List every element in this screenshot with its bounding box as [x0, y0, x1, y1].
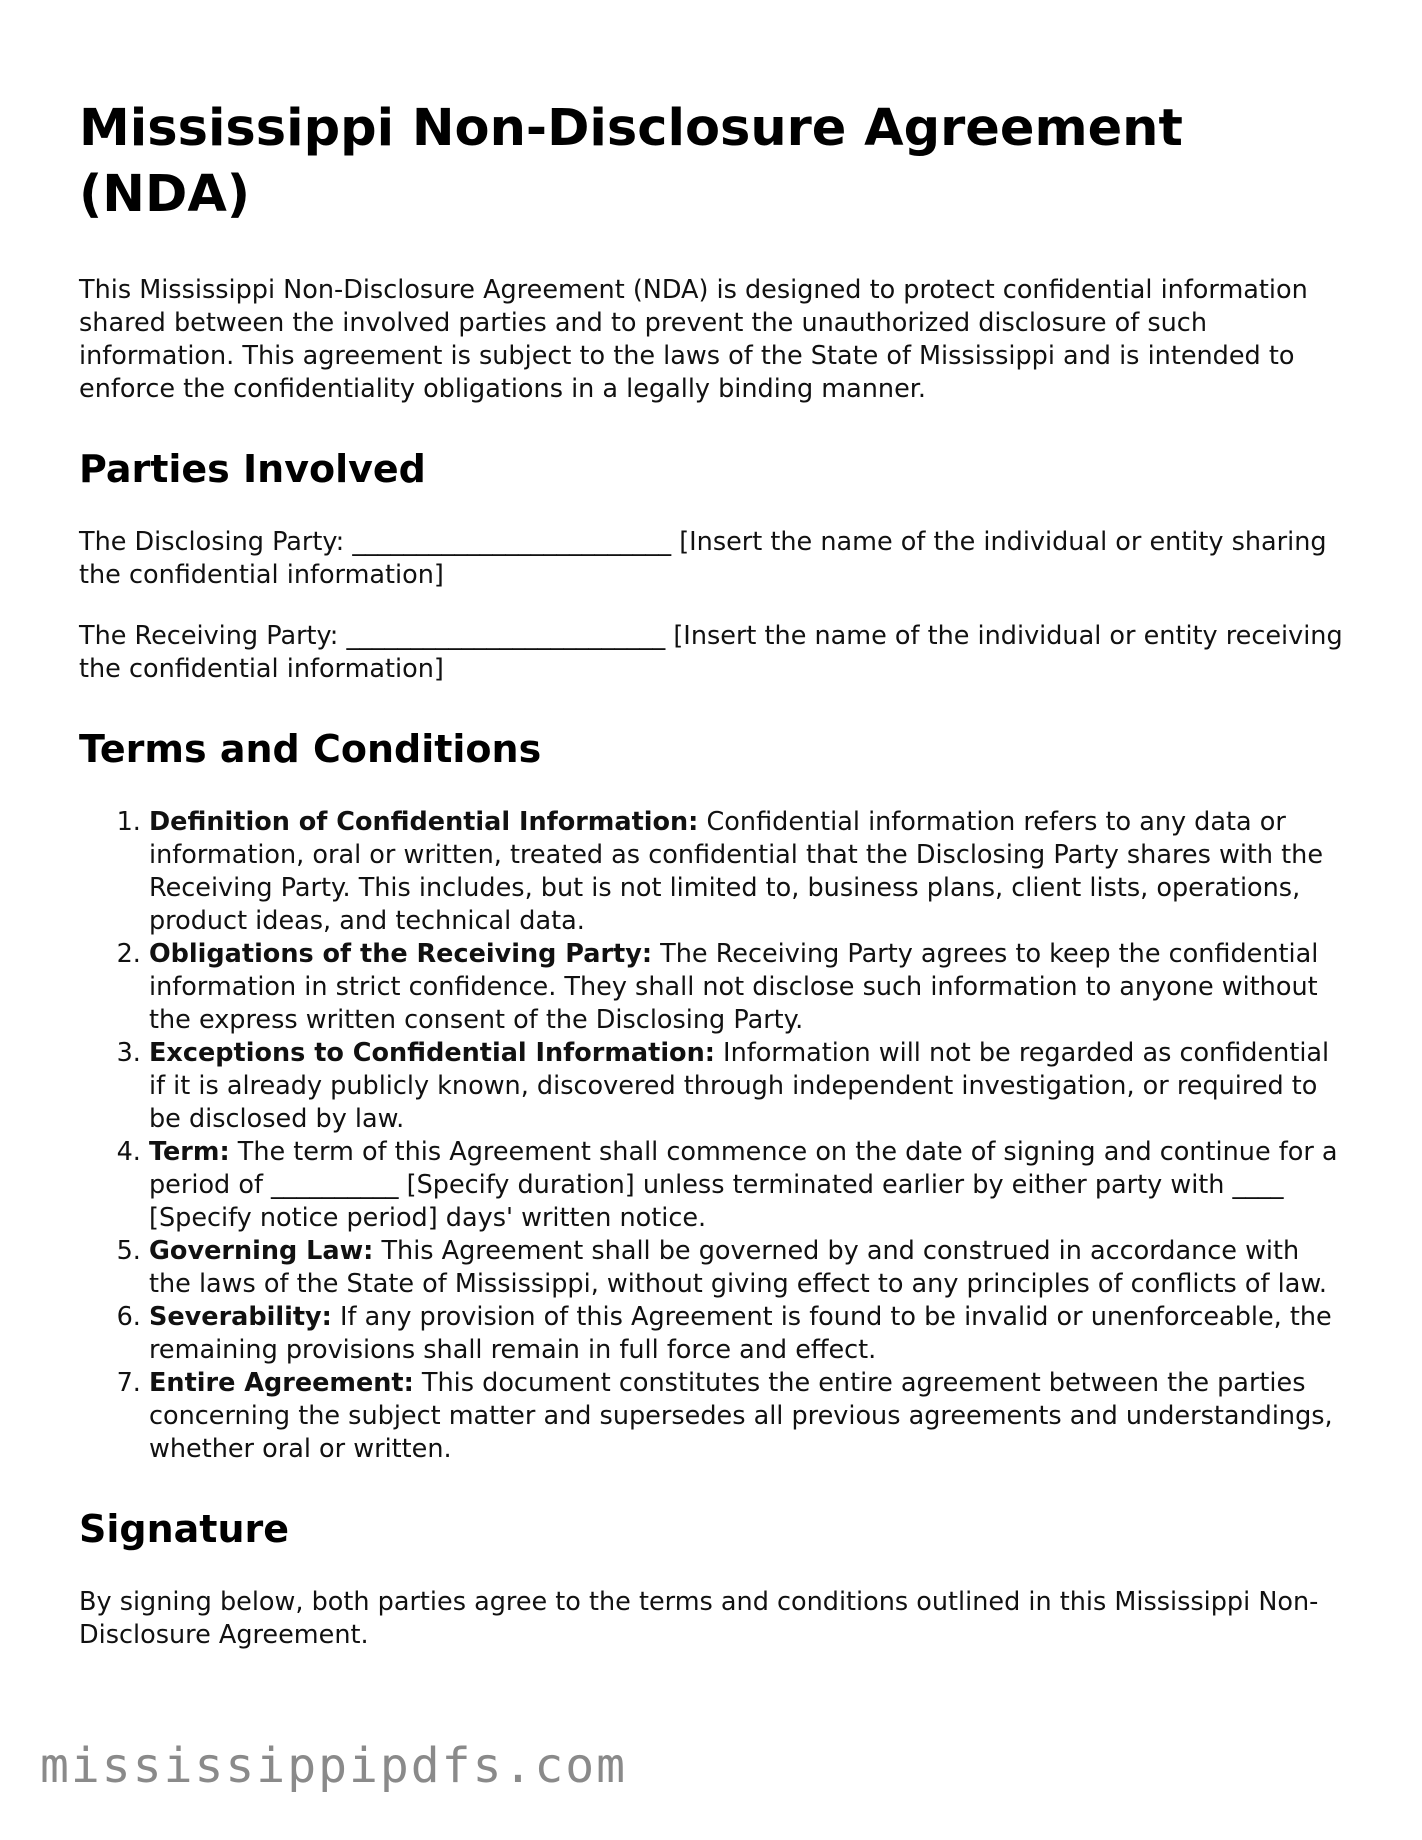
term-text: If any provision of this Agreement is found to be invalid or unenforceable, the remaining provisions shall remain in full force and effect. — [149, 1302, 1332, 1365]
list-item — [149, 1037, 1349, 1136]
watermark: mississippipdfs.com — [40, 1738, 628, 1794]
list-item — [149, 1235, 1349, 1301]
term-text: Information will not be regarded as confidential if it is already publicly known, discovered through independent investigation, or required to be disclosed by law. — [149, 1038, 1330, 1134]
term-label: Entire Agreement: — [149, 1368, 414, 1398]
term-text: This document constitutes the entire agreement between the parties concerning the subject matter and supersedes all previous agreements and understandings, whether oral or written. — [149, 1368, 1333, 1464]
parties-heading: Parties Involved — [79, 447, 426, 491]
term-label: Definition of Confidential Information: — [149, 807, 699, 837]
terms-list — [79, 806, 1349, 1466]
list-item — [149, 1367, 1349, 1466]
term-label: Term: — [149, 1137, 230, 1167]
intro-paragraph: This Mississippi Non-Disclosure Agreement (NDA) is designed to protect confidential information shared between the involved parties and to prevent the unauthorized disclosure of such information. This agreement is subject to the laws of the State of Mississippi and is intended to enforce the confidentiality obligations in a legally binding manner. — [79, 275, 1308, 404]
receiving-party-field: The Receiving Party: _________________________ [Insert the name of the individual or entity receiving the confidential information] — [79, 621, 1343, 684]
document-title: Mississippi Non-Disclosure Agreement (NDA) — [79, 99, 1183, 224]
disclosing-party-field: The Disclosing Party: _________________________ [Insert the name of the individual or entity sharing the confidential information] — [79, 527, 1327, 590]
term-text: The term of this Agreement shall commence on the date of signing and continue for a period of __________ [Specify duration] unless terminated earlier by either party with ____ [Specify notice period] days' written notice. — [149, 1137, 1338, 1233]
list-item — [149, 1136, 1349, 1235]
signature-paragraph: By signing below, both parties agree to the terms and conditions outlined in this Mississippi Non-Disclosure Agreement. — [79, 1587, 1319, 1650]
term-text: Confidential information refers to any data or information, oral or written, treated as confidential that the Disclosing Party shares with the Receiving Party. This includes, but is not limited to, business plans, client lists, operations, product ideas, and technical data. — [149, 807, 1324, 936]
list-item — [149, 806, 1349, 938]
term-text: The Receiving Party agrees to keep the confidential information in strict confidence. They shall not disclose such information to anyone without the express written consent of the Disclosing Party. — [149, 939, 1319, 1035]
signature-heading: Signature — [79, 1507, 290, 1551]
term-label: Obligations of the Receiving Party: — [149, 939, 653, 969]
terms-heading: Terms and Conditions — [79, 727, 542, 771]
document-page — [79, 96, 1349, 1681]
term-label: Exceptions to Confidential Information: — [149, 1038, 715, 1068]
term-text: This Agreement shall be governed by and construed in accordance with the laws of the State of Mississippi, without giving effect to any principles of conflicts of law. — [149, 1236, 1327, 1299]
term-label: Governing Law: — [149, 1236, 374, 1266]
list-item — [149, 1301, 1349, 1367]
term-label: Severability: — [149, 1302, 332, 1332]
list-item — [149, 938, 1349, 1037]
